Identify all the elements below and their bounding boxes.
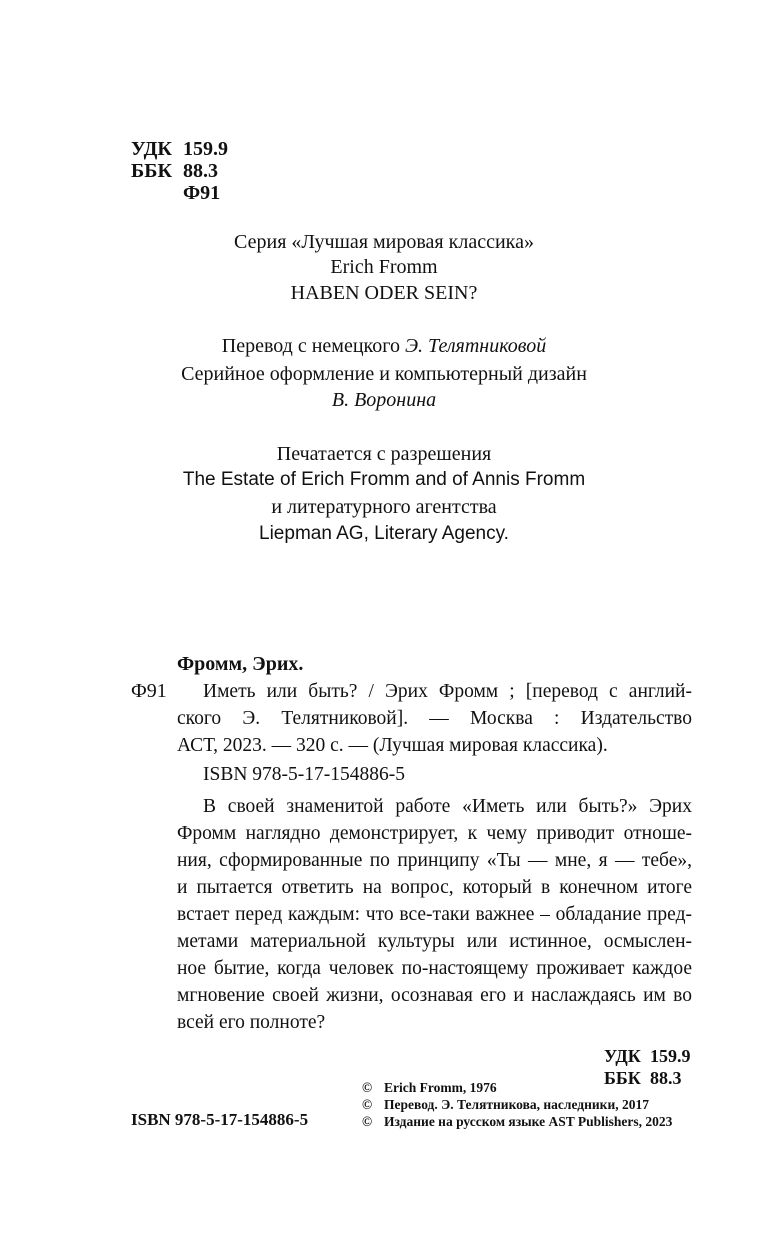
annotation-line-8: мгновение своей жизни, осознавая его и наслаждаясь им во bbox=[177, 985, 692, 1006]
annotation-line-3: ния, сформированные по принципу «Ты — мне, я — тебе», bbox=[177, 850, 692, 871]
original-title: HABEN ODER SEIN? bbox=[290, 282, 478, 304]
annotation-line-2: Фромм наглядно демонстрирует, к чему приводит отноше- bbox=[177, 823, 692, 844]
udk-value: 159.9 bbox=[183, 138, 228, 160]
designer-name: В. Воронина bbox=[331, 389, 437, 411]
udk-label: УДК bbox=[131, 138, 172, 160]
annotation-line-6: метами материальной культуры или истинное, осмыслен- bbox=[177, 931, 692, 952]
design-line: Серийное оформление и компьютерный дизайн bbox=[181, 363, 587, 385]
catalog-heading: Фромм, Эрих. bbox=[177, 653, 304, 675]
right-bbk-value: 88.3 bbox=[650, 1068, 682, 1088]
catalog-desc-line-1: Иметь или быть? / Эрих Фромм ; [перевод с англий- bbox=[203, 681, 692, 702]
permission-line-3: и литературного агентства bbox=[271, 496, 497, 518]
bbk-label: ББК bbox=[131, 160, 172, 182]
annotation-line-4: и пытается ответить на вопрос, который в конечном итоге bbox=[177, 877, 692, 898]
right-udk-value: 159.9 bbox=[650, 1046, 691, 1066]
copyright-line-3: © Издание на русском языке AST Publishers, 2023 bbox=[362, 1114, 673, 1129]
copyright-symbol: © bbox=[362, 1080, 373, 1095]
right-bbk-label: ББК bbox=[604, 1068, 641, 1088]
author-code: Ф91 bbox=[183, 182, 221, 204]
catalog-desc-line-3: АСТ, 2023. — 320 с. — (Лучшая мировая классика). bbox=[177, 735, 608, 756]
original-author: Erich Fromm bbox=[330, 256, 438, 278]
permission-line-4: Liepman AG, Literary Agency. bbox=[259, 523, 509, 544]
right-bbk-row bbox=[604, 1067, 682, 1090]
author-code-row bbox=[131, 182, 220, 204]
series-line: Серия «Лучшая мировая классика» bbox=[234, 231, 534, 253]
translator-name: Э. Телятниковой bbox=[404, 335, 547, 357]
annotation-line-9: всей его полноте? bbox=[177, 1012, 326, 1033]
catalog-desc-line-2: ского Э. Телятниковой]. — Москва : Издательство bbox=[177, 708, 692, 729]
copyright-line-1: © Erich Fromm, 1976 bbox=[362, 1080, 497, 1095]
bottom-isbn: ISBN 978-5-17-154886-5 bbox=[131, 1110, 309, 1129]
right-udk-label: УДК bbox=[604, 1046, 641, 1066]
udk-row bbox=[131, 138, 228, 160]
translation-prefix: Перевод с немецкого bbox=[221, 335, 405, 357]
right-udk-row bbox=[604, 1045, 691, 1068]
permission-line-1: Печатается с разрешения bbox=[276, 443, 492, 465]
copyright-symbol: © bbox=[362, 1097, 373, 1112]
copyright-symbol: © bbox=[362, 1114, 373, 1129]
copyright-line-2: © Перевод. Э. Телятникова, наследники, 2017 bbox=[362, 1097, 649, 1112]
permission-line-2: The Estate of Erich Fromm and of Annis Fromm bbox=[182, 469, 586, 490]
translation-line bbox=[0, 331, 768, 361]
bbk-row bbox=[131, 160, 218, 182]
annotation-line-5: встает перед каждым: что все-таки важнее – обладание пред- bbox=[177, 904, 692, 925]
catalog-isbn: ISBN 978-5-17-154886-5 bbox=[203, 764, 406, 785]
annotation-line-7: ное бытие, когда человек по-настоящему проживает каждое bbox=[177, 958, 692, 979]
bbk-value: 88.3 bbox=[183, 160, 218, 182]
catalog-code: Ф91 bbox=[131, 680, 167, 702]
annotation-line-1: В своей знаменитой работе «Иметь или быть?» Эрих bbox=[203, 796, 692, 817]
